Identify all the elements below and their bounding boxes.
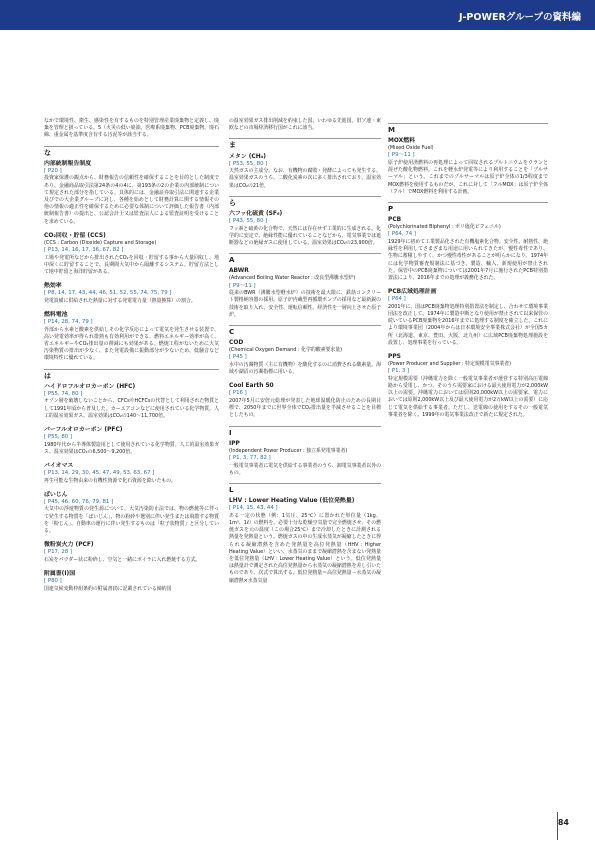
entry-description: 2001年に、国はPCB廃棄物処理特別措置法を制定し、合わせて環境事業団法を改正して、1974年に製造中断となり使用が禁止されて以来保管の続いているPCB廃棄物を2016年までに処理する制度を確立した。これにより環境事業団（2004年からは日本環境安全事業株式会社）が全国5カ所（北海道、東京、豊田、大阪、北九州）に広域PCB廃棄物処理施設を設置し、処理事業を行っている。: [388, 303, 548, 346]
entry-page-refs: [ P64, 74 ]: [388, 231, 417, 238]
entry-description: 国連気候変動枠組条約の附属書(I)に記載されている締約国: [44, 585, 172, 592]
entry-page-refs: [ P53, 55, 80 ]: [229, 160, 268, 167]
entry-description: 石炭をパウダー状に粉砕し、空気と一緒にボイラに入れ燃焼する方式。: [44, 556, 201, 563]
entry-term: PCB: [388, 217, 402, 224]
section-heading: ま: [229, 138, 381, 149]
section-heading: I: [229, 426, 381, 437]
entry-term: パーフルオロカーボン (PFC): [44, 427, 123, 434]
entry-description: 1980年代から半導体製造用として使用されている化学物質。人工的温室効果ガス。温室効果はCO₂の6,500～9,200倍。: [44, 441, 219, 455]
entry-term: PPS: [388, 354, 401, 361]
entry-page-refs: [ P14, 28, 74, 79 ]: [44, 319, 93, 326]
glossary-entry: [44, 570, 219, 593]
glossary-entry: [388, 137, 548, 196]
entry-term: 微粉炭火力 (PCF): [44, 542, 94, 549]
section-heading: ら: [229, 196, 381, 207]
glossary-entry: [44, 541, 219, 564]
column-right: [388, 118, 548, 425]
entry-page-refs: [ P43, 55, 80 ]: [229, 218, 268, 225]
entry-page-refs: [ P1, 3 ]: [388, 368, 410, 375]
entry-term-english: (Chemical Oxygen Demand : 化学的酸素要求量): [229, 347, 343, 354]
entry-term-english: (Advanced Boiling Water Reactor : 改良型沸騰水型炉): [229, 275, 356, 282]
entry-term: ABWR: [229, 268, 249, 275]
entry-term: LHV : Lower Heating Value (低位発熱量): [229, 498, 355, 505]
section-heading: は: [44, 369, 219, 380]
entry-term: ハイドロフルオロカーボン (HFC): [44, 383, 136, 390]
glossary-entry: [44, 383, 219, 420]
glossary-entry: [229, 267, 381, 319]
entry-term-english: (CCS : Carbon (Dioxide) Capture and Storage): [44, 239, 157, 246]
glossary-entry: [388, 353, 548, 419]
entry-description: 再生可能な生物由来の有機性資源で化石資源を除いたもの。: [44, 477, 176, 484]
glossary-entry: [229, 497, 381, 585]
entry-term: 燃料電池: [44, 312, 68, 319]
glossary-entry: [229, 339, 381, 376]
entry-term-english: (Power Producer and Supplier : 特定規模電気事業者): [388, 361, 512, 368]
column-left: [44, 118, 219, 599]
entry-description: 1929年に初めて工業製品化された有機塩素化合物。安全性、耐熱性、絶縁性を利用してさまざまな用途に用いられてきたが、慢性毒性であり、生物に蓄積しやすく、かつ慢性毒性があることが明らかになり、1974年には化学物質審査規制法に基づき、製造、輸入、新規使用が禁止された。保管中のPCB廃棄物については2001年7月に施行されたPCB特別措置法により、2016年までの処理が義務化された。: [388, 239, 548, 282]
page-header: [0, 0, 595, 30]
glossary-entry: [44, 160, 219, 226]
entry-page-refs: [ P13, 14, 29, 30, 45, 47, 49, 53, 63, 67 ]: [44, 470, 155, 477]
entry-description: 従来のBWR（沸騰水型軽水炉）の技術を最大限に、鉄筋コンクリート製格納容器の採用、原子炉内蔵型再循環ポンプの採用など最新鋭の技術を取り入れ、安全性、運転信頼性、経済性を一層向上させた原子炉。: [229, 290, 381, 318]
glossary-entry: [44, 282, 219, 305]
entry-description: 外部から水素と酸素を供給しその化学反応によって電気を発生させる装置で、高い発電効率が得られ排熱も有効利用ができる。燃料エネルギー効率が高く、省エネルギーやCO₂排出量の削減にも効果がある。燃焼工程がないために大気汚染物質の排出が少なく、また発電設備に振動部分が少ないため、低騒音など環境特性に優れている。: [44, 326, 219, 362]
entry-term: IPP: [229, 440, 240, 447]
entry-page-refs: [ P8, 14, 17, 43, 44, 46, 51, 52, 55, 74, 75, 79 ]: [44, 290, 172, 297]
section-heading: C: [229, 325, 381, 336]
entry-term: Cool Earth 50: [229, 383, 274, 390]
entry-term: バイオマス: [44, 463, 74, 470]
entry-description: ある一定の状態（例：1気圧、25℃）に置かれた単位量（1kg、1m³、1ℓ）の燃料を、必要十分な乾燥空気量で完全燃焼させ、その燃焼ガスを元の温度（この場合25℃）まで冷却したときに計測される熱量を発熱量という。燃焼ガスの中の生成水蒸気が凝縮したときに得られる凝縮潜熱を含めた発熱量を高位発熱量（HHV : Higher Heating Value）といい、水蒸気のままで凝縮潜熱を含まない発熱量を低位発熱量（LHV : Lower Heating Value）という。低位発熱量は熱量計で測定された高位発熱量から水蒸気の凝縮潜熱を差し引いたものであり、次式で算出する。低位発熱量＝高位発熱量－水蒸気の凝縮潜熱×水蒸気量: [229, 512, 381, 584]
header-title: J-POWERグループの資料編: [458, 12, 581, 23]
entry-page-refs: [ P20 ]: [44, 167, 62, 174]
section-heading: な: [44, 146, 219, 157]
entry-description: 投資家保護の観点から、財務報告の信頼性を確保することを目的とした制度であり、金融商品取引法第24条の4の4に、第193条の2の企業の内部統制について規定された部分を指している。具体的には、金融証券取引法に関連する企業及びでの大企業グループに対し、各種を始めとして財務計算に関する情報その他の情報の適正性を確保するために必要な体制について評価した報告書（内部統制報告書）の提出と、公認会計士又は監査法人による監査証明を受けることを求めている。: [44, 175, 219, 225]
entry-description: 2007年5月に安倍元総理が発表した地球温暖化防止のための長期目標で、2050年までに世界全体でCO₂排出量を半減させることを目標としたもの。: [229, 398, 381, 419]
entry-description: フッ素と硫黄の化合物で、天然には存在せず工業的に生成される。化学的に安定で、絶縁性能に優れていることなどから、電気事業では遮断器などの絶縁ガスに使用している。温室効果はCO₂の23,900倍。: [229, 225, 381, 247]
entry-page-refs: [ P16 ]: [229, 390, 247, 397]
entry-term: CO₂回収・貯留 (CCS): [44, 232, 106, 239]
glossary-entry: [229, 210, 381, 247]
entry-page-refs: [ P45 ]: [229, 354, 247, 361]
glossary-entry: [229, 382, 381, 419]
entry-page-refs: [ P13, 14, 16, 17, 36, 67, 82 ]: [44, 247, 124, 254]
entry-description: 発電設備に供給された熱量に対する発電電力量（熱量換算）の割合。: [44, 297, 196, 304]
entry-description: 特定規模需要（沖縄電力を除く一般電気事業者が運営する特別高圧電線路から受電し、かつ、そのうち需要家における最大使用電力が2,000kW以上の需要。沖縄電力においては原則20,000kW以上の需要家、電力においては原則2,000kW以上及び最大使用電力が2万kW以上の需要）に応じて電気を供給する事業者。ただし、送電線の使用をするその一般電気事業者を除く。1999年の電気事業法改正で新たに規定された。: [388, 375, 548, 418]
intro-text: なかで環境性、衛生、感染性を有するものを特別管理産業廃棄物と定義し、廃棄を管理と扱っている。5（火災の低い廃油、医療系廃棄物、PCB廃棄物、廃石綿、重金属を基準度含有する汚泥等が該当する。: [44, 118, 219, 139]
section-heading: M: [388, 123, 548, 134]
entry-term: 六フッ化硫黄 (SF₆): [229, 211, 283, 218]
entry-term: メタン (CH₄): [229, 153, 266, 160]
entry-description: 天然ガスの主成分。なお、有機物の腐敗・発酵によっても発生する。温室効果ガスのうち、二酸化炭素の次に多く排出されており、温室効果はCO₂の21倍。: [229, 168, 381, 189]
entry-page-refs: [ P45, 46, 60, 76, 79, 81 ]: [44, 498, 114, 505]
section-heading: P: [388, 202, 548, 213]
entry-term: MOX燃料: [388, 138, 415, 145]
entry-term: COD: [229, 340, 244, 347]
entry-page-refs: [ P9～11 ]: [229, 282, 256, 289]
entry-page-refs: [ P55, 80 ]: [44, 434, 73, 441]
entry-term: PCB広域処理計画: [388, 289, 437, 296]
entry-page-refs: [ P17, 28 ]: [44, 549, 73, 556]
entry-page-refs: [ P80 ]: [44, 578, 62, 585]
entry-term: 内部統制報告制度: [44, 160, 92, 167]
entry-description: 原子炉使用済燃料の再処理によって回収されるプルトニウムをウランと混ぜた酸化物燃料。これを軽水炉発電等により利用することを「プルサーマル」という。これまでのプルサーマルは原子炉全体の1/3程度までMOX燃料を使用するものだが、これに対して「フルMOX」は原子炉全体（フル）でMOX燃料を利用する計画。: [388, 160, 548, 195]
entry-page-refs: [ P55, 74, 80 ]: [44, 390, 83, 397]
entry-page-refs: [ P1, 3, 77, 82 ]: [229, 455, 271, 462]
entry-description: オゾン層を破壊しないことから、CFCsやHCFCsの代替として利用された物質として1991年頃から普及した。カーエアコンなどに使用されている化学物質。人工的温室効果ガス。温室効果はCO₂の140～11,700倍。: [44, 398, 219, 419]
entry-term-english: (Polychlorinated Biphenyl : ポリ塩化ビフェニル): [388, 224, 501, 231]
entry-term-english: (Mixed Oxide Fuel): [388, 145, 434, 152]
section-heading: A: [229, 253, 381, 264]
entry-page-refs: [ P14, 15, 43, 44 ]: [229, 505, 278, 512]
section-heading: L: [229, 483, 381, 494]
column-middle: [229, 118, 381, 591]
entry-page-refs: [ P9～11 ]: [388, 152, 415, 159]
intro-text: の温室効果ガス排出削減を約束した国、いわゆる先進国。旧ソ連・東欧などの市場経済移行国がこれに該当。: [229, 118, 381, 132]
page-number: 84: [557, 818, 569, 827]
entry-description: 一般電気事業者に電気を供給する事業者のうち、卸電気事業者以外のもの。: [229, 462, 381, 476]
glossary-entry: [388, 216, 548, 282]
glossary-entry: [44, 491, 219, 535]
entry-description: 大気中の浮遊物質の発生源について、大気汚染防止法では、物の燃焼等に伴って発生する物質を「ばいじん」、物の粉砕や選別に伴い発生または飛散する物質を「粉じん」、自動車の運行に伴い発生するものは「粒子状物質」と区分している。: [44, 506, 219, 535]
glossary-entry: [44, 426, 219, 456]
entry-term: 熱効率: [44, 283, 62, 290]
glossary-entry: [44, 462, 219, 485]
glossary-entry: [388, 288, 548, 347]
entry-term-english: (Independent Power Producer : 独立系発電事業者): [229, 447, 348, 454]
glossary-entry: [44, 311, 219, 363]
glossary-entry: [229, 153, 381, 190]
entry-term: 附属書(I)国: [44, 571, 76, 578]
entry-term: ばいじん: [44, 491, 68, 498]
entry-description: 水中の汚濁物質（主に有機物）を酸化するのに消費される酸素量。海域や湖沼の汚濁指標に用いる。: [229, 362, 381, 376]
glossary-entry: [44, 232, 219, 276]
entry-description: 工場や発電所などから排出されたCO₂を回収・貯留する事から大量回収し、地中深くに貯留することで、長期間大気中から隔離するシステム。貯留方法として地中貯留と海洋貯留がある。: [44, 254, 219, 276]
glossary-entry: [229, 440, 381, 477]
entry-page-refs: [ P64 ]: [388, 296, 406, 303]
